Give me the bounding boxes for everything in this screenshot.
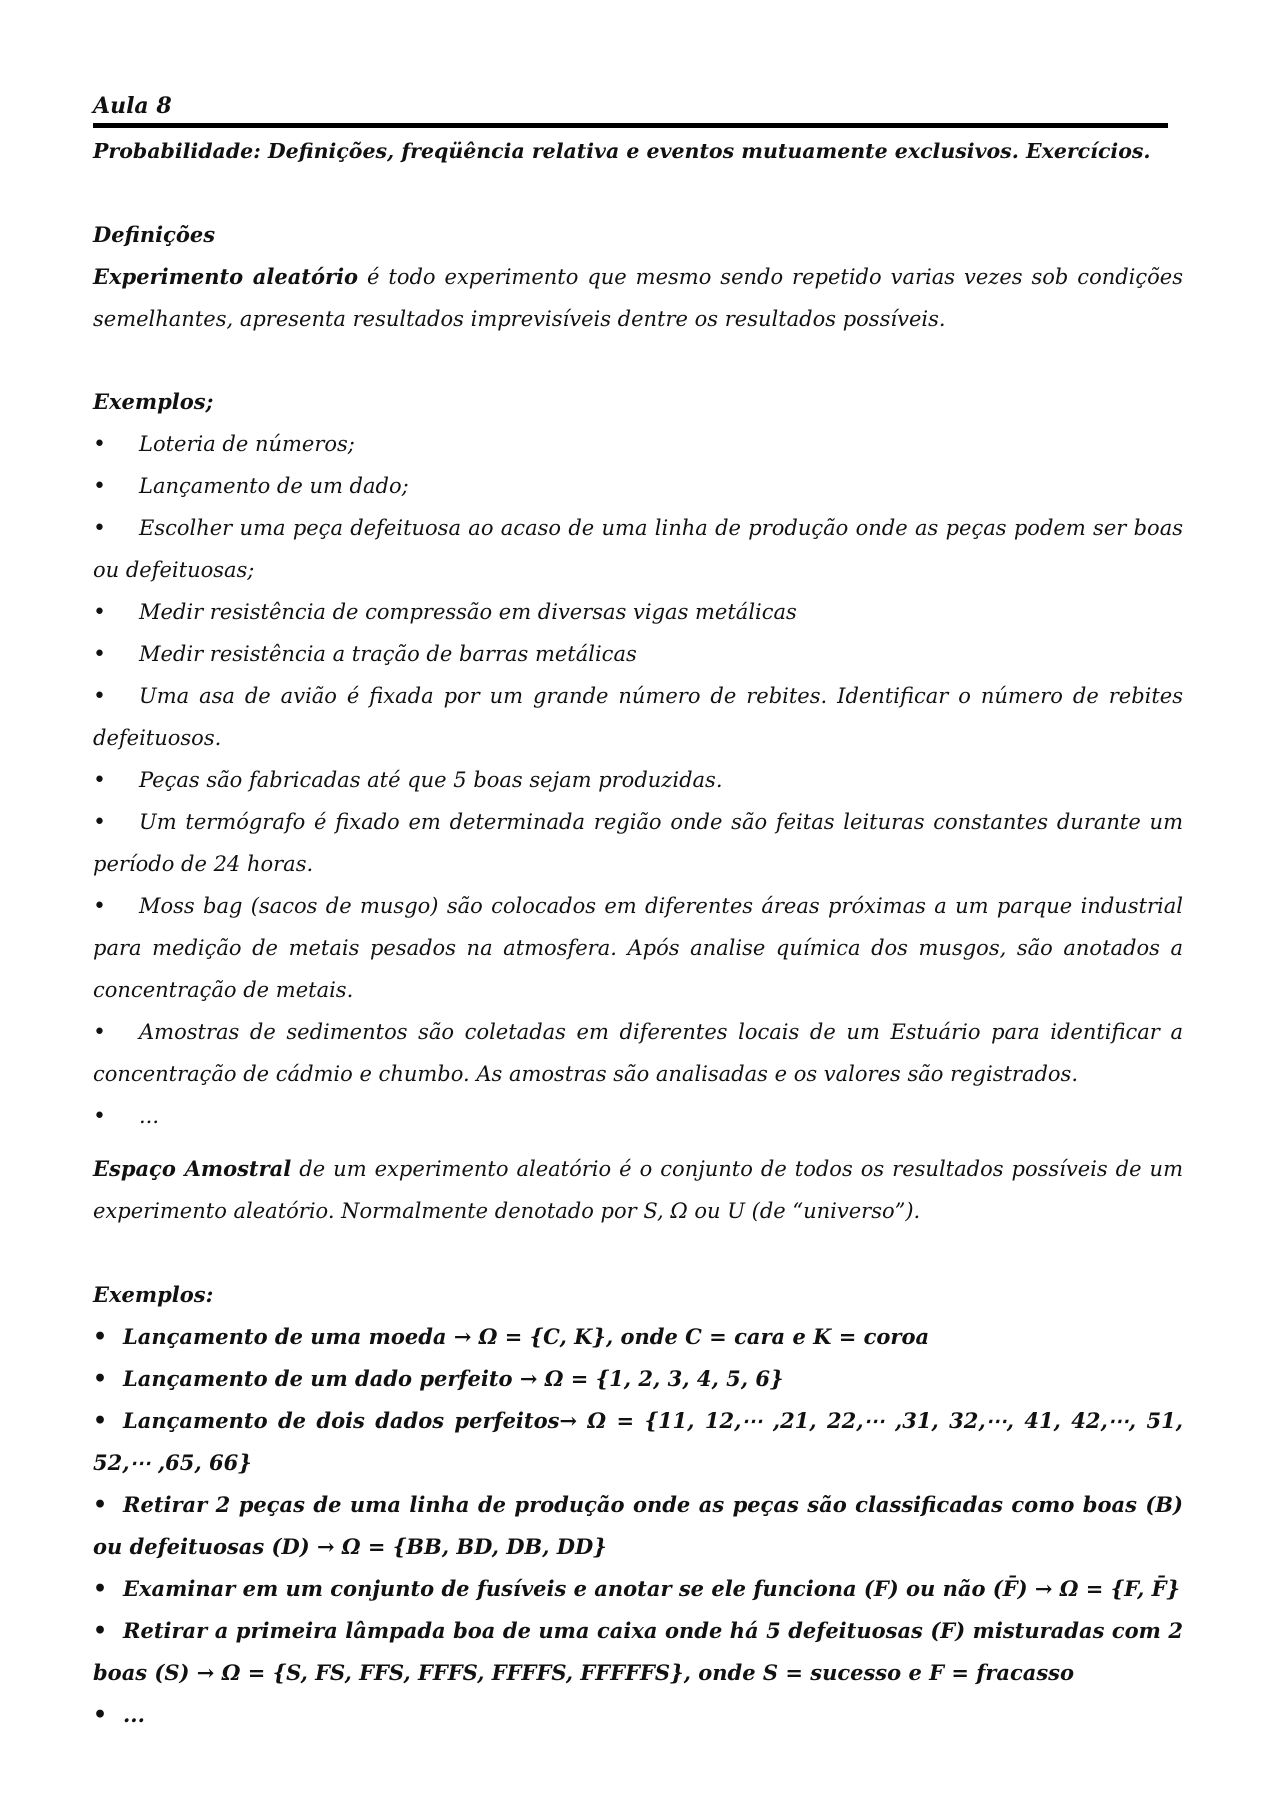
list-item xyxy=(93,507,1183,591)
bullet-icon xyxy=(93,1095,107,1138)
bullet-icon xyxy=(93,633,107,676)
list-item xyxy=(93,1316,1183,1358)
bullet-icon xyxy=(93,1011,107,1054)
math-expression: → Ω = {C, K} xyxy=(453,1324,606,1349)
math-expression: → Ω = {11, 12,⋯ ,21, 22,⋯ ,31, 32,⋯, 41, 42,⋯, 51, 52,⋯ ,65, 66} xyxy=(93,1408,1183,1475)
list-item xyxy=(93,1694,1183,1736)
lesson-title: Aula 8 xyxy=(93,93,172,119)
list-item xyxy=(93,1011,1183,1095)
list-item-text: Medir resistência a tração de barras metálicas xyxy=(139,642,637,666)
list-item-text: Amostras de sedimentos são coletadas em diferentes locais de um Estuário para identificar a concentração de cádmio e chumbo. As amostras são analisadas e os valores são registrados. xyxy=(93,1020,1183,1086)
list-item-text: , onde S = sucesso e F = fracasso xyxy=(683,1660,1074,1685)
bullet-icon xyxy=(93,465,107,508)
list-item-text: Medir resistência de compressão em diversas vigas metálicas xyxy=(139,600,797,624)
math-expression: → Ω = {1, 2, 3, 4, 5, 6} xyxy=(519,1366,784,1391)
bullet-icon xyxy=(93,1358,107,1400)
list-item xyxy=(93,465,1183,507)
list-item-text: ... xyxy=(123,1702,145,1727)
list-item-text: Loteria de números; xyxy=(139,432,355,456)
list-item-text: Moss bag (sacos de musgo) são colocados em diferentes áreas próximas a um parque industrial para medição de metais pesados na atmosfera. Após analise química dos musgos, são anotados a concentração de metais. xyxy=(93,894,1183,1002)
bullet-icon xyxy=(93,759,107,802)
bullet-icon xyxy=(93,801,107,844)
list-item xyxy=(93,801,1183,885)
term-experimento-aleatorio: Experimento aleatório xyxy=(93,264,359,289)
list-item xyxy=(93,423,1183,465)
bullet-icon xyxy=(93,1400,107,1442)
sample-space-section xyxy=(93,1148,1183,1232)
examples-heading-1: Exemplos; xyxy=(93,389,214,414)
list-item xyxy=(93,1610,1183,1694)
math-expression: → Ω = {BB, BD, DB, DD} xyxy=(316,1534,607,1559)
bullet-icon xyxy=(93,1316,107,1358)
term-espaco-amostral: Espaço Amostral xyxy=(93,1156,292,1181)
bullet-icon xyxy=(93,885,107,928)
math-expression: → Ω = {S, FS, FFS, FFFS, FFFFS, FFFFFS} xyxy=(196,1660,684,1685)
list-item xyxy=(93,591,1183,633)
list-item-text: Uma asa de avião é fixada por um grande número de rebites. Identificar o número de rebites defeituosos. xyxy=(93,684,1183,750)
list-item-text: Retirar a primeira lâmpada boa de uma caixa onde há 5 defeituosas (F) misturadas com 2 boas (S) xyxy=(93,1618,1183,1685)
list-item-text: Escolher uma peça defeituosa ao acaso de uma linha de produção onde as peças podem ser boas ou defeituosas; xyxy=(93,516,1183,582)
examples-section-1 xyxy=(93,381,1183,1137)
math-expression: (F̄) → Ω = {F, F̄} xyxy=(992,1576,1181,1601)
sample-space-text: de um experimento aleatório é o conjunto de todos os resultados possíveis de um experimento aleatório. Normalmente denotado por S, Ω ou U (de “universo”). xyxy=(93,1157,1183,1223)
list-item xyxy=(93,1095,1183,1137)
list-item-text: Lançamento de um dado; xyxy=(139,474,409,498)
list-item xyxy=(93,633,1183,675)
list-item xyxy=(93,1400,1183,1484)
list-item xyxy=(93,1358,1183,1400)
list-item-text: Lançamento de um dado perfeito xyxy=(123,1366,520,1391)
bullet-icon xyxy=(93,591,107,634)
examples-list-2 xyxy=(93,1316,1183,1736)
list-item-text: Retirar 2 peças de uma linha de produção onde as peças são classificadas como boas (B) ou defeituosas (D) xyxy=(93,1492,1183,1559)
definition-experimento-aleatorio xyxy=(93,256,1183,340)
definitions-section xyxy=(93,214,1183,340)
list-item xyxy=(93,1568,1183,1610)
bullet-icon xyxy=(93,1568,107,1610)
definitions-heading: Definições xyxy=(93,222,216,247)
list-item xyxy=(93,675,1183,759)
title-rule xyxy=(93,123,1168,128)
examples-heading-2: Exemplos: xyxy=(93,1282,214,1307)
definition-espaco-amostral xyxy=(93,1148,1183,1232)
list-item xyxy=(93,1484,1183,1568)
lesson-subtitle: Probabilidade: Definições, freqüência relativa e eventos mutuamente exclusivos. Exercícios. xyxy=(93,139,1151,163)
bullet-icon xyxy=(93,1484,107,1526)
bullet-icon xyxy=(93,1694,107,1736)
list-item-text: ... xyxy=(139,1104,160,1128)
list-item xyxy=(93,759,1183,801)
list-item-text: , onde C = cara e K = coroa xyxy=(605,1324,930,1349)
list-item-text: Lançamento de dois dados perfeitos xyxy=(123,1408,560,1433)
bullet-icon xyxy=(93,675,107,718)
definition-text: é todo experimento que mesmo sendo repetido varias vezes sob condições semelhantes, apresenta resultados imprevisíveis dentre os resultados possíveis. xyxy=(93,265,1184,331)
examples-section-2 xyxy=(93,1274,1183,1736)
list-item-text: Peças são fabricadas até que 5 boas sejam produzidas. xyxy=(139,768,723,792)
bullet-icon xyxy=(93,1610,107,1652)
list-item-text: Um termógrafo é fixado em determinada região onde são feitas leituras constantes durante um período de 24 horas. xyxy=(93,810,1183,876)
bullet-icon xyxy=(93,423,107,466)
bullet-icon xyxy=(93,507,107,550)
examples-list-1 xyxy=(93,423,1183,1137)
list-item xyxy=(93,885,1183,1011)
list-item-text: Lançamento de uma moeda xyxy=(123,1324,454,1349)
list-item-text: Examinar em um conjunto de fusíveis e anotar se ele funciona (F) ou não xyxy=(123,1576,993,1601)
